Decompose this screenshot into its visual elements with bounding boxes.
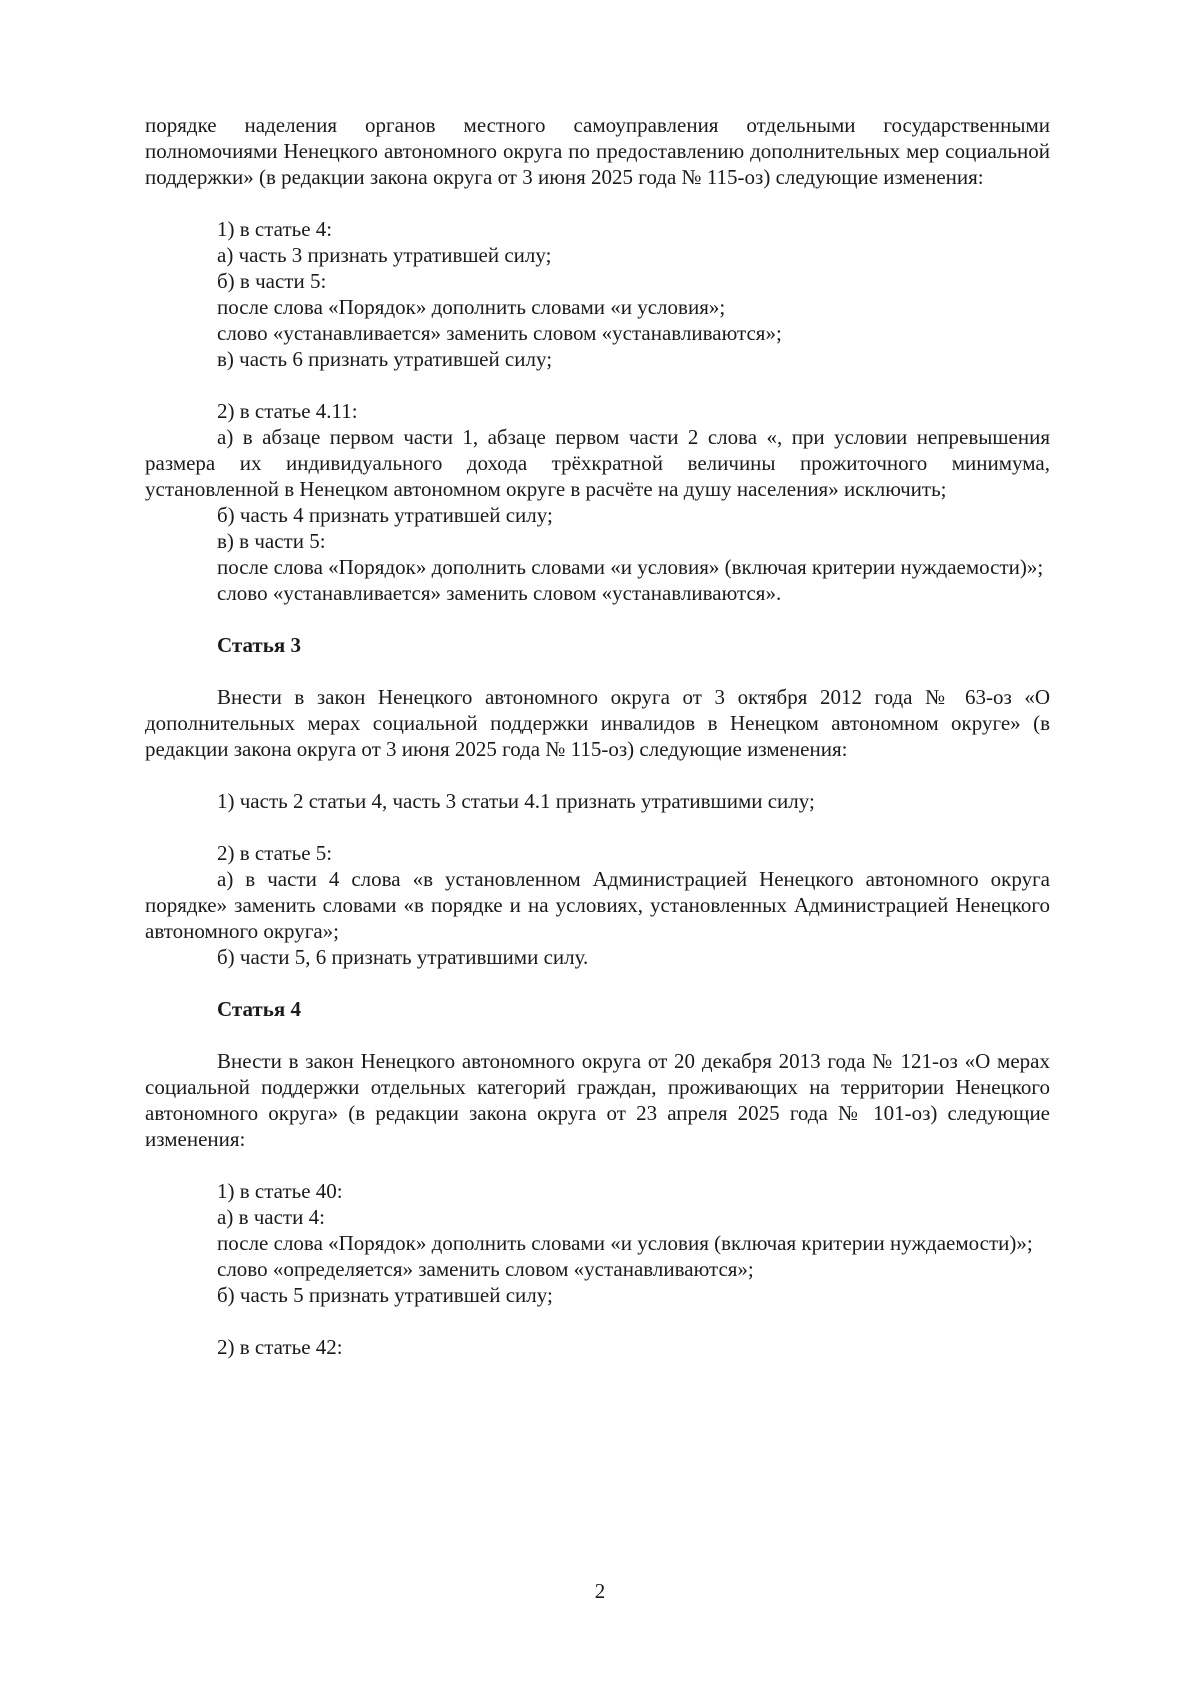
article3-item1: 1) часть 2 статьи 4, часть 3 статьи 4.1 признать утратившими силу; — [217, 789, 815, 813]
article4-item2-line: 2) в статье 42: — [217, 1335, 343, 1359]
article2-item2-line: 2) в статье 4.11: — [217, 399, 358, 423]
article3-intro: Внести в закон Ненецкого автономного округа от 3 октября 2012 года № 63-оз «О дополнительных мерах социальной поддержки инвалидов в Ненецком автономном округе» (в редакции закона округа от 3 июня 2025 года № 115-оз) следующие изменения: — [145, 685, 1050, 761]
article4-item1-amendment-1: после слова «Порядок» дополнить словами «и условия (включая критерии нуждаемости)»; — [217, 1231, 1033, 1255]
article2-item2-subitem-b: б) часть 4 признать утратившей силу; — [217, 503, 553, 527]
page-number: 2 — [594, 1579, 606, 1603]
article2-item2-subitem-c: в) в части 5: — [217, 529, 326, 553]
article3-heading: Статья 3 — [217, 633, 301, 657]
intro-paragraph: порядке наделения органов местного самоуправления отдельными государственными полномочиями Ненецкого автономного округа по предоставлению дополнительных мер социальной поддержки» (в редакции закона округа от 3 июня 2025 года № 115-оз) следующие изменения: — [145, 113, 1050, 189]
article3-item2-line: 2) в статье 5: — [217, 841, 333, 865]
article4-item1-amendment-2: слово «определяется» заменить словом «устанавливаются»; — [217, 1257, 754, 1281]
article2-item1-subitem-b: б) в части 5: — [217, 269, 327, 293]
article2-item2-amendment-2: слово «устанавливается» заменить словом «устанавливаются». — [217, 581, 782, 605]
article2-item1-amendment-1: после слова «Порядок» дополнить словами «и условия»; — [217, 295, 726, 319]
article3-item2-subitem-b: б) части 5, 6 признать утратившими силу. — [217, 945, 589, 969]
article2-item1-subitem-a: а) часть 3 признать утратившей силу; — [217, 243, 552, 267]
document-body — [145, 112, 1050, 1360]
article4-intro: Внести в закон Ненецкого автономного округа от 20 декабря 2013 года № 121-оз «О мерах социальной поддержки отдельных категорий граждан, проживающих на территории Ненецкого автономного округа» (в редакции закона округа от 23 апреля 2025 года № 101-оз) следующие изменения: — [145, 1049, 1050, 1151]
article2-item1-subitem-c: в) часть 6 признать утратившей силу; — [217, 347, 553, 371]
article3-item2-subitem-a: а) в части 4 слова «в установленном Администрацией Ненецкого автономного округа порядке» заменить словами «в порядке и на условиях, установленных Администрацией Ненецкого автономного округа»; — [145, 867, 1050, 943]
article4-heading: Статья 4 — [217, 997, 301, 1021]
article2-item1-line: 1) в статье 4: — [217, 217, 333, 241]
article2-item1-amendment-2: слово «устанавливается» заменить словом «устанавливаются»; — [217, 321, 782, 345]
article4-item1-subitem-a: а) в части 4: — [217, 1205, 325, 1229]
article2-item2-subitem-a: а) в абзаце первом части 1, абзаце первом части 2 слова «, при условии непревышения размера их индивидуального дохода трёхкратной величины прожиточного минимума, установленной в Ненецком автономном округе в расчёте на душу населения» исключить; — [145, 425, 1050, 501]
article4-item1-line: 1) в статье 40: — [217, 1179, 343, 1203]
article4-item1-subitem-b: б) часть 5 признать утратившей силу; — [217, 1283, 553, 1307]
article2-item2-amendment-1: после слова «Порядок» дополнить словами «и условия» (включая критерии нуждаемости)»; — [217, 555, 1044, 579]
